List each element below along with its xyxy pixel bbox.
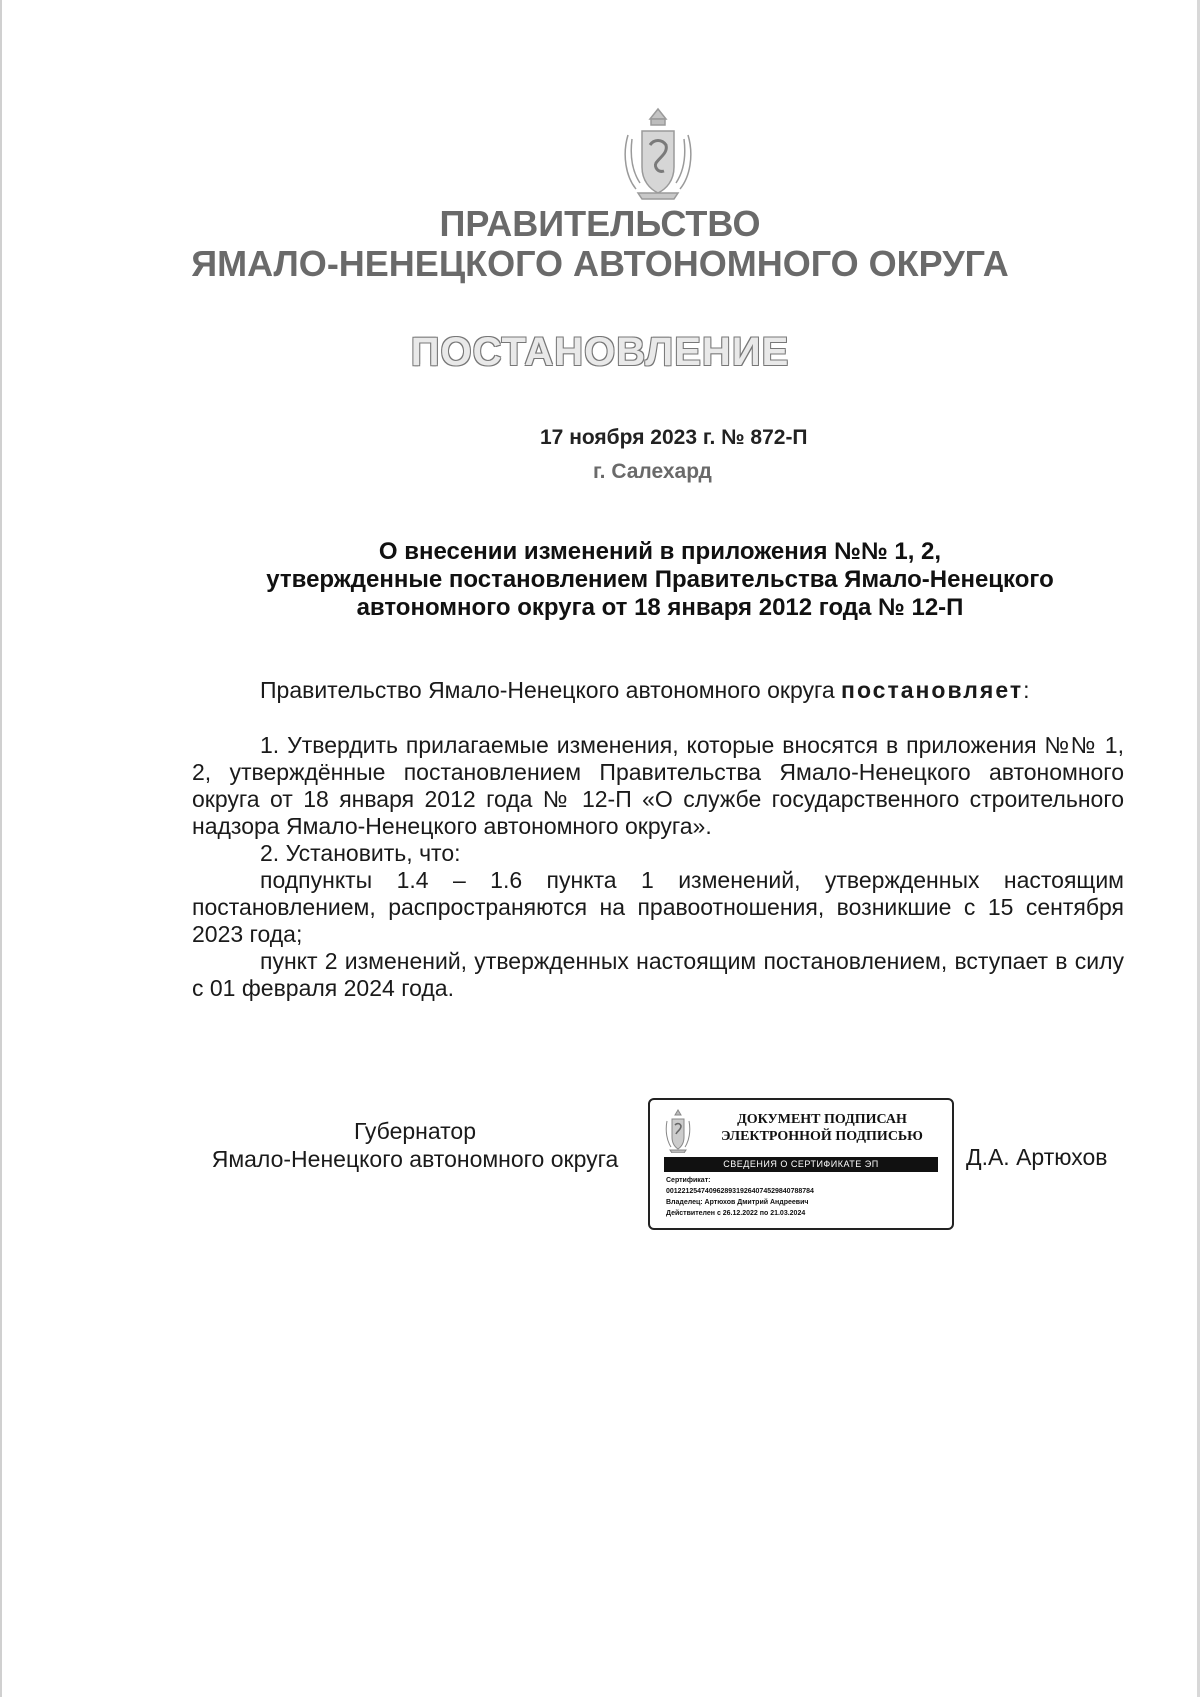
government-title-line1: ПРАВИТЕЛЬСТВО: [439, 203, 761, 244]
electronic-signature-stamp: [648, 1098, 954, 1230]
body-paragraph-1: 1. Утвердить прилагаемые изменения, которые вносятся в приложения №№ 1, 2, утверждённые постановлением Правительства Ямало-Ненецкого автономного округа от 18 января 2012 года № 12-П «О службе государственного строительного надзора Ямало-Ненецкого автономного округа».: [192, 732, 1124, 839]
title-line: утвержденные постановлением Правительства Ямало-Ненецкого: [266, 566, 1054, 593]
body-paragraph-3: подпункты 1.4 – 1.6 пункта 1 изменений, утвержденных настоящим постановлением, распространяются на правоотношения, возникшие с 15 сентября 2023 года;: [192, 867, 1124, 947]
stamp-owner: Владелец: Артюхов Дмитрий Андреевич: [666, 1199, 809, 1206]
stamp-certificate-bar: СВЕДЕНИЯ О СЕРТИФИКАТЕ ЭП: [664, 1157, 938, 1172]
document-type: ПОСТАНОВЛЕНИЕ: [410, 330, 790, 374]
title-line: автономного округа от 18 января 2012 года № 12-П: [356, 594, 964, 621]
stamp-title: [698, 1111, 946, 1145]
intro-emphasis: постановляет: [841, 677, 1024, 703]
document-body: [192, 732, 1124, 1002]
signatory-position: [190, 1117, 640, 1173]
city: г. Салехард: [593, 460, 712, 483]
intro-text: Правительство Ямало-Ненецкого автономного округа: [260, 677, 842, 703]
body-paragraph-4: пункт 2 изменений, утвержденных настоящим постановлением, вступает в силу с 01 февраля 2024 года.: [192, 948, 1124, 1001]
date-and-number: 17 ноября 2023 г. № 872-П: [540, 426, 808, 449]
signatory-position-line2: Ямало-Ненецкого автономного округа: [211, 1146, 619, 1172]
intro-end: :: [1023, 677, 1030, 703]
document-title: [190, 538, 1130, 622]
stamp-emblem-icon: [664, 1109, 692, 1153]
title-line: О внесении изменений в приложения №№ 1, 2,: [378, 538, 942, 565]
stamp-certificate-details: [666, 1175, 946, 1219]
stamp-title-line1: ДОКУМЕНТ ПОДПИСАН: [737, 1112, 907, 1127]
body-paragraph-2: 2. Установить, что:: [260, 840, 461, 866]
intro-paragraph: [260, 677, 1029, 704]
stamp-certificate-label: Сертификат:: [666, 1177, 711, 1184]
stamp-certificate-value: 00122125474096289319264074529840788784: [666, 1188, 814, 1195]
government-title-line2: ЯМАЛО-НЕНЕЦКОГО АВТОНОМНОГО ОКРУГА: [191, 243, 1009, 284]
stamp-title-line2: ЭЛЕКТРОННОЙ ПОДПИСЬЮ: [721, 1129, 923, 1144]
coat-of-arms-icon: [620, 105, 696, 201]
signatory-name: Д.А. Артюхов: [966, 1144, 1108, 1170]
stamp-validity: Действителен с 26.12.2022 по 21.03.2024: [666, 1210, 806, 1217]
signatory-position-line1: Губернатор: [353, 1118, 477, 1144]
